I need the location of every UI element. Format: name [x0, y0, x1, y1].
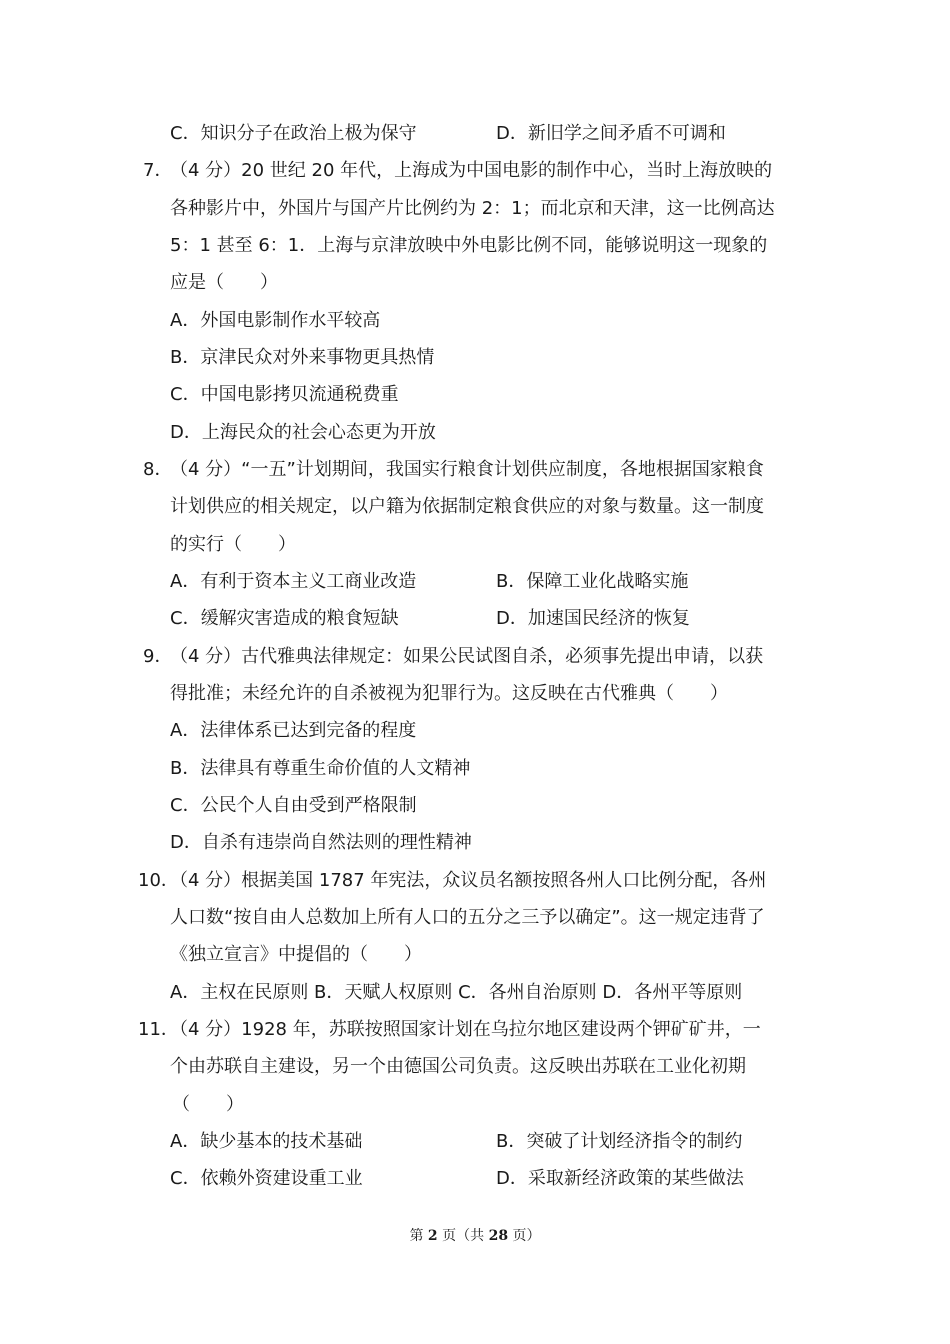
q10-number: 10．: [138, 870, 179, 891]
q9-stem-line-1: （4 分）古代雅典法律规定：如果公民试图自杀，必须事先提出申请，以获: [170, 646, 764, 667]
q7-option-c: C．中国电影拷贝流通税费重: [170, 384, 399, 405]
q6-option-c: C．知识分子在政治上极为保守: [170, 123, 417, 144]
q7-number: 7．: [143, 160, 173, 181]
q11-stem-line-2: 个由苏联自主建设，另一个由德国公司负责。这反映出苏联在工业化初期: [170, 1056, 746, 1077]
q11-stem-line-3: （ ）: [172, 1094, 244, 1115]
footer-middle: 页（共: [437, 1228, 489, 1244]
q7-stem-line-3: 5：1 甚至 6：1．上海与京津放映中外电影比例不同，能够说明这一现象的: [170, 235, 768, 256]
q8-stem-line-1: （4 分）“一五”计划期间，我国实行粮食计划供应制度，各地根据国家粮食: [170, 459, 764, 480]
page-footer: [0, 1226, 950, 1246]
q10-stem-line-1: （4 分）根据美国 1787 年宪法，众议员名额按照各州人口比例分配，各州: [170, 870, 767, 891]
q8-stem-line-2: 计划供应的相关规定，以户籍为依据制定粮食供应的对象与数量。这一制度: [170, 496, 764, 517]
q9-stem-line-2: 得批准；未经允许的自杀被视为犯罪行为。这反映在古代雅典（ ）: [170, 683, 728, 704]
q8-option-a: A．有利于资本主义工商业改造: [170, 571, 417, 592]
q9-option-d: D．自杀有违崇尚自然法则的理性精神: [170, 832, 472, 853]
q8-option-b: B．保障工业化战略实施: [496, 571, 689, 592]
q11-option-d: D．采取新经济政策的某些做法: [496, 1168, 744, 1189]
footer-prefix: 第: [409, 1228, 428, 1244]
footer-total-pages: 28: [488, 1228, 509, 1244]
q6-option-d: D．新旧学之间矛盾不可调和: [496, 123, 726, 144]
q8-option-c: C．缓解灾害造成的粮食短缺: [170, 608, 399, 629]
q7-option-b: B．京津民众对外来事物更具热情: [170, 347, 435, 368]
q8-option-d: D．加速国民经济的恢复: [496, 608, 690, 629]
q10-stem-line-3: 《独立宣言》中提倡的（ ）: [170, 944, 422, 965]
footer-suffix: 页）: [508, 1228, 541, 1244]
q11-number: 11．: [138, 1019, 179, 1040]
q7-option-d: D．上海民众的社会心态更为开放: [170, 422, 436, 443]
q9-option-b: B．法律具有尊重生命价值的人文精神: [170, 758, 471, 779]
q10-stem-line-2: 人口数“按自由人总数加上所有人口的五分之三予以确定”。这一规定违背了: [170, 907, 765, 928]
q11-stem-line-1: （4 分）1928 年，苏联按照国家计划在乌拉尔地区建设两个钾矿矿井，一: [170, 1019, 761, 1040]
q9-option-a: A．法律体系已达到完备的程度: [170, 720, 417, 741]
q7-option-a: A．外国电影制作水平较高: [170, 310, 381, 331]
q9-number: 9．: [143, 646, 173, 667]
q9-option-c: C．公民个人自由受到严格限制: [170, 795, 417, 816]
q8-number: 8．: [143, 459, 173, 480]
q11-option-c: C．依赖外资建设重工业: [170, 1168, 363, 1189]
q7-stem-line-1: （4 分）20 世纪 20 年代，上海成为中国电影的制作中心，当时上海放映的: [170, 160, 773, 181]
q7-stem-line-2: 各种影片中，外国片与国产片比例约为 2：1；而北京和天津，这一比例高达: [170, 198, 775, 219]
q7-stem-line-4: 应是（ ）: [170, 272, 278, 293]
footer-page-number: 2: [427, 1228, 438, 1244]
q11-option-a: A．缺少基本的技术基础: [170, 1131, 363, 1152]
q8-stem-line-3: 的实行（ ）: [170, 534, 296, 555]
q11-option-b: B．突破了计划经济指令的制约: [496, 1131, 743, 1152]
q10-options: A．主权在民原则 B．天赋人权原则 C．各州自治原则 D．各州平等原则: [170, 982, 743, 1003]
